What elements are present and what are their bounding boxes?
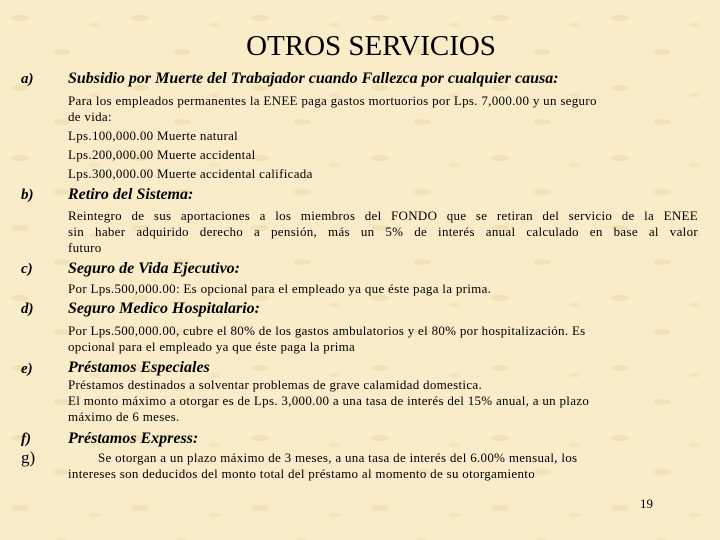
text-line: Por Lps.500,000.00, cubre el 80% de los gastos ambulatorios y el 80% por hospitalización. Es bbox=[68, 323, 586, 338]
item-body-seguro-medico bbox=[68, 323, 698, 355]
item-letter-g: g) bbox=[21, 448, 36, 467]
item-letter-b: b) bbox=[21, 187, 34, 203]
item-body-prestamos-especiales bbox=[68, 377, 698, 425]
text-line: Para los empleados permanentes la ENEE paga gastos mortuorios por Lps. 7,000.00 y un seguro bbox=[68, 93, 597, 108]
text-line: Lps.200,000.00 Muerte accidental bbox=[68, 147, 256, 162]
item-heading-seguro-vida: Seguro de Vida Ejecutivo: bbox=[68, 260, 240, 277]
text-line: futuro bbox=[68, 240, 102, 255]
item-letter-f: f) bbox=[21, 431, 31, 447]
item-body-prestamos-express bbox=[68, 450, 698, 482]
text-line: intereses son deducidos del monto total del préstamo al momento de su otorgamiento bbox=[68, 466, 535, 481]
text-line: sin haber adquirido derecho a pensión, más un 5% de interés anual calculado en base al valor bbox=[68, 224, 698, 239]
item-body-seguro-vida bbox=[68, 281, 698, 297]
item-heading-retiro: Retiro del Sistema: bbox=[68, 186, 194, 203]
text-line: Lps.300,000.00 Muerte accidental calificada bbox=[68, 166, 313, 181]
page-number: 19 bbox=[640, 496, 653, 511]
text-line: opcional para el empleado ya que éste paga la prima bbox=[68, 339, 356, 354]
text-line: El monto máximo a otorgar es de Lps. 3,000.00 a una tasa de interés del 15% anual, a un plazo bbox=[68, 393, 590, 408]
item-body-retiro bbox=[68, 208, 698, 256]
item-letter-a: a) bbox=[21, 71, 34, 87]
item-heading-prestamos-express: Préstamos Express: bbox=[68, 430, 199, 447]
item-letter-e: e) bbox=[21, 361, 33, 377]
item-heading-subsidio: Subsidio por Muerte del Trabajador cuando Fallezca por cualquier causa: bbox=[68, 70, 559, 87]
text-line: Préstamos destinados a solventar problemas de grave calamidad domestica. bbox=[68, 377, 483, 392]
text-line: máximo de 6 meses. bbox=[68, 409, 180, 424]
item-heading-seguro-medico: Seguro Medico Hospitalario: bbox=[68, 300, 261, 317]
text-line: Se otorgan a un plazo máximo de 3 meses, a una tasa de interés del 6.00% mensual, los bbox=[98, 450, 578, 465]
text-line: Lps.100,000.00 Muerte natural bbox=[68, 128, 239, 143]
slide-title: OTROS SERVICIOS bbox=[246, 30, 496, 62]
item-letter-d: d) bbox=[21, 301, 34, 317]
item-heading-prestamos-especiales: Préstamos Especiales bbox=[68, 359, 210, 376]
text-line: Por Lps.500,000.00: Es opcional para el empleado ya que éste paga la prima. bbox=[68, 281, 492, 296]
item-letter-c: c) bbox=[21, 261, 33, 277]
text-line: Reintegro de sus aportaciones a los miembros del FONDO que se retiran del servicio de la ENEE bbox=[68, 208, 698, 223]
text-line: de vida: bbox=[68, 109, 112, 124]
item-body-subsidio bbox=[68, 93, 698, 182]
